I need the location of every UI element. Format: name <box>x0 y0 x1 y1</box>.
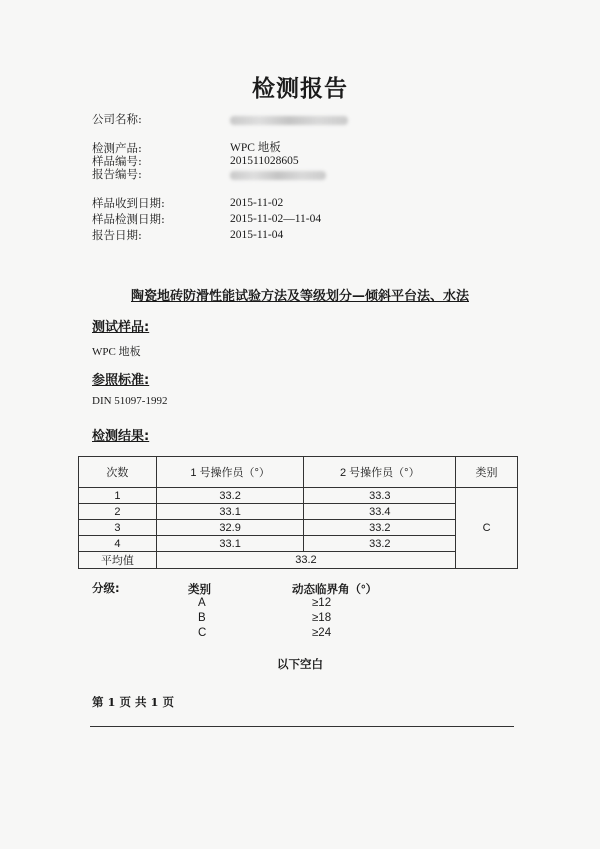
cell-operator-2: 33.3 <box>304 488 456 504</box>
cell-operator-1: 33.2 <box>156 488 304 504</box>
reference-text: DIN 51097-1992 <box>92 395 168 407</box>
cell-operator-1: 33.1 <box>156 504 304 520</box>
blank-below-note: 以下空白 <box>277 657 323 671</box>
cell-count: 2 <box>79 504 157 520</box>
cell-category: C <box>456 488 518 569</box>
header-category: 类别 <box>456 457 518 488</box>
results-table <box>78 456 518 569</box>
average-value: 33.2 <box>156 552 455 569</box>
redacted-report-number <box>230 171 326 180</box>
product-value: WPC 地板 <box>230 142 281 154</box>
results-heading: 检测结果: <box>92 429 150 444</box>
grading-category: C <box>198 627 207 639</box>
table-row <box>79 488 518 504</box>
grading-angle-header: 动态临界角（°） <box>292 584 378 596</box>
test-date-label: 样品检测日期: <box>92 212 165 226</box>
grading-angle: ≥12 <box>312 597 332 609</box>
average-label: 平均值 <box>79 552 157 569</box>
footer-divider <box>90 726 514 727</box>
cell-operator-2: 33.2 <box>304 520 456 536</box>
test-date-value: 2015-11-02—11-04 <box>230 213 322 225</box>
report-number-label: 报告编号: <box>92 167 142 181</box>
company-name-label: 公司名称: <box>92 112 142 126</box>
sample-heading: 测试样品: <box>92 320 150 335</box>
table-row <box>79 520 518 536</box>
product-label: 检测产品: <box>92 141 142 155</box>
reference-heading: 参照标准: <box>92 373 150 388</box>
standard-title: 陶瓷地砖防滑性能试验方法及等级划分—倾斜平台法、水法 <box>130 289 469 304</box>
grading-category: A <box>198 597 206 609</box>
sample-number-label: 样品编号: <box>92 154 142 168</box>
header-operator-2: 2 号操作员（°） <box>304 457 456 488</box>
received-date-value: 2015-11-02 <box>230 197 284 209</box>
grading-angle: ≥18 <box>312 612 332 624</box>
redacted-company-name <box>230 116 348 125</box>
table-average-row <box>79 552 518 569</box>
grading-category-header: 类别 <box>188 584 211 596</box>
grading-angle: ≥24 <box>312 627 332 639</box>
cell-operator-2: 33.2 <box>304 536 456 552</box>
received-date-label: 样品收到日期: <box>92 196 165 210</box>
sample-number-value: 201511028605 <box>230 155 299 167</box>
cell-operator-1: 32.9 <box>156 520 304 536</box>
cell-count: 4 <box>79 536 157 552</box>
page-number: 第 1 页 共 1 页 <box>92 695 175 709</box>
table-row <box>79 504 518 520</box>
cell-count: 1 <box>79 488 157 504</box>
cell-count: 3 <box>79 520 157 536</box>
table-row <box>79 536 518 552</box>
grading-category: B <box>198 612 206 624</box>
report-title: 检测报告 <box>252 76 348 102</box>
header-count: 次数 <box>79 457 157 488</box>
cell-operator-1: 33.1 <box>156 536 304 552</box>
report-date-value: 2015-11-04 <box>230 229 284 241</box>
report-date-label: 报告日期: <box>92 228 142 242</box>
cell-operator-2: 33.4 <box>304 504 456 520</box>
table-header-row <box>79 457 518 488</box>
grading-label: 分级: <box>92 581 120 595</box>
header-operator-1: 1 号操作员（°） <box>156 457 304 488</box>
sample-text: WPC 地板 <box>92 346 141 358</box>
